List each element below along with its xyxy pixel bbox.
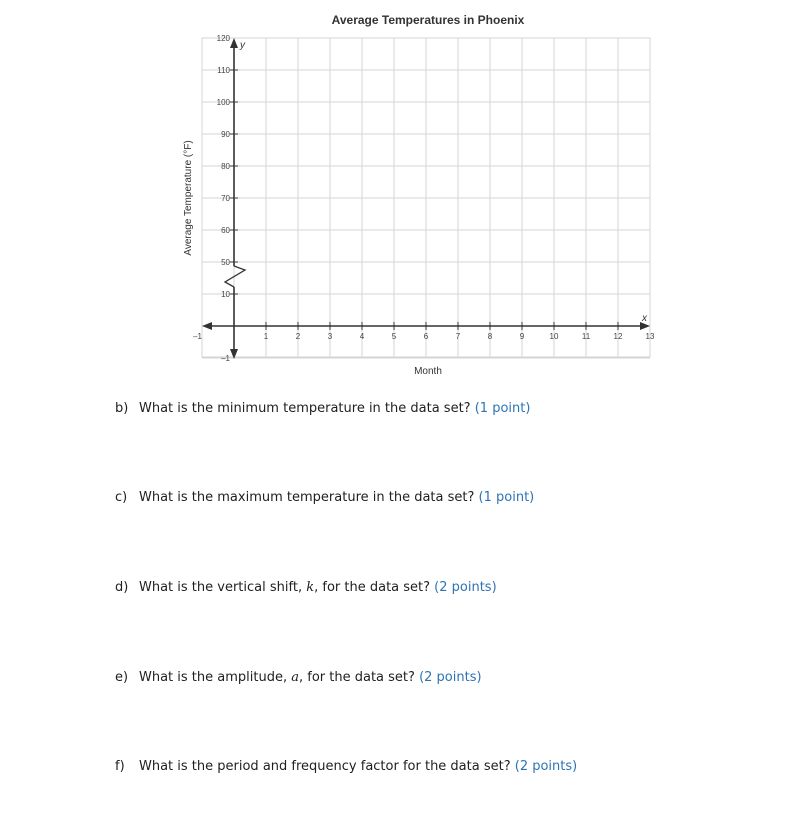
x-tick-label: 5 [391,332,397,341]
y-axis-break [225,266,245,287]
question-letter: e) [115,670,129,685]
chart-title: Average Temperatures in Phoenix [331,13,525,27]
y-tick-label: –1 [221,354,230,363]
question-text-tail: , for the data set? [299,670,420,685]
y-tick-label: 10 [221,290,230,299]
question-f [115,759,577,774]
question-text: What is the maximum temperature in the data set? [139,490,479,505]
question-text-tail: , for the data set? [314,580,435,595]
x-tick-label: 11 [581,332,591,341]
question-text: What is the amplitude, [139,670,292,685]
x-tick-label: 12 [613,332,623,341]
x-tick-label: 6 [423,332,429,341]
question-text: What is the period and frequency factor for the data set? [139,759,515,774]
temperature-graph [0,0,812,390]
question-letter: c) [115,490,128,505]
x-tick-label: 4 [359,332,365,341]
question-text: What is the minimum temperature in the data set? [139,401,475,416]
x-axis-left-arrow [202,322,212,330]
x-tick-label: 9 [519,332,525,341]
y-axis-top-arrow [230,38,238,48]
variable-a: a [291,670,299,685]
question-text: What is the vertical shift, [139,580,307,595]
x-axis-label: Month [414,366,442,377]
y-axis-label: Average Temperature (°F) [183,140,194,256]
x-axis-letter: x [642,313,647,324]
y-tick-label: 90 [221,130,230,139]
x-tick-label: 10 [549,332,559,341]
x-tick-label: 8 [487,332,493,341]
variable-k: k [306,580,315,595]
x-tick-label: 7 [455,332,461,341]
y-tick-label: 60 [221,226,230,235]
x-tick-labels [193,332,655,341]
x-tick-label: 2 [295,332,301,341]
y-tick-label: 120 [216,34,230,43]
y-tick-label: 70 [221,194,230,203]
question-points: (2 points) [419,670,482,685]
x-tick-label: 13 [645,332,655,341]
question-letter: b) [115,401,129,416]
y-tick-label: 80 [221,162,230,171]
question-points: (1 point) [474,401,531,416]
x-tick-label: –1 [193,332,202,341]
y-axis-letter: y [240,40,245,51]
question-c [115,490,534,505]
question-b [115,401,530,416]
question-points: (2 points) [514,759,578,774]
y-tick-label: 100 [216,98,230,107]
question-points: (1 point) [478,490,535,505]
x-tick-label: 1 [263,332,269,341]
question-letter: d) [115,580,129,595]
question-letter: f) [115,759,125,774]
question-d [115,580,497,595]
x-tick-label: 3 [327,332,333,341]
y-tick-label: 110 [217,66,230,75]
question-e [115,670,482,685]
question-points: (2 points) [434,580,497,595]
y-tick-label: 50 [221,258,230,267]
grid [202,38,650,358]
